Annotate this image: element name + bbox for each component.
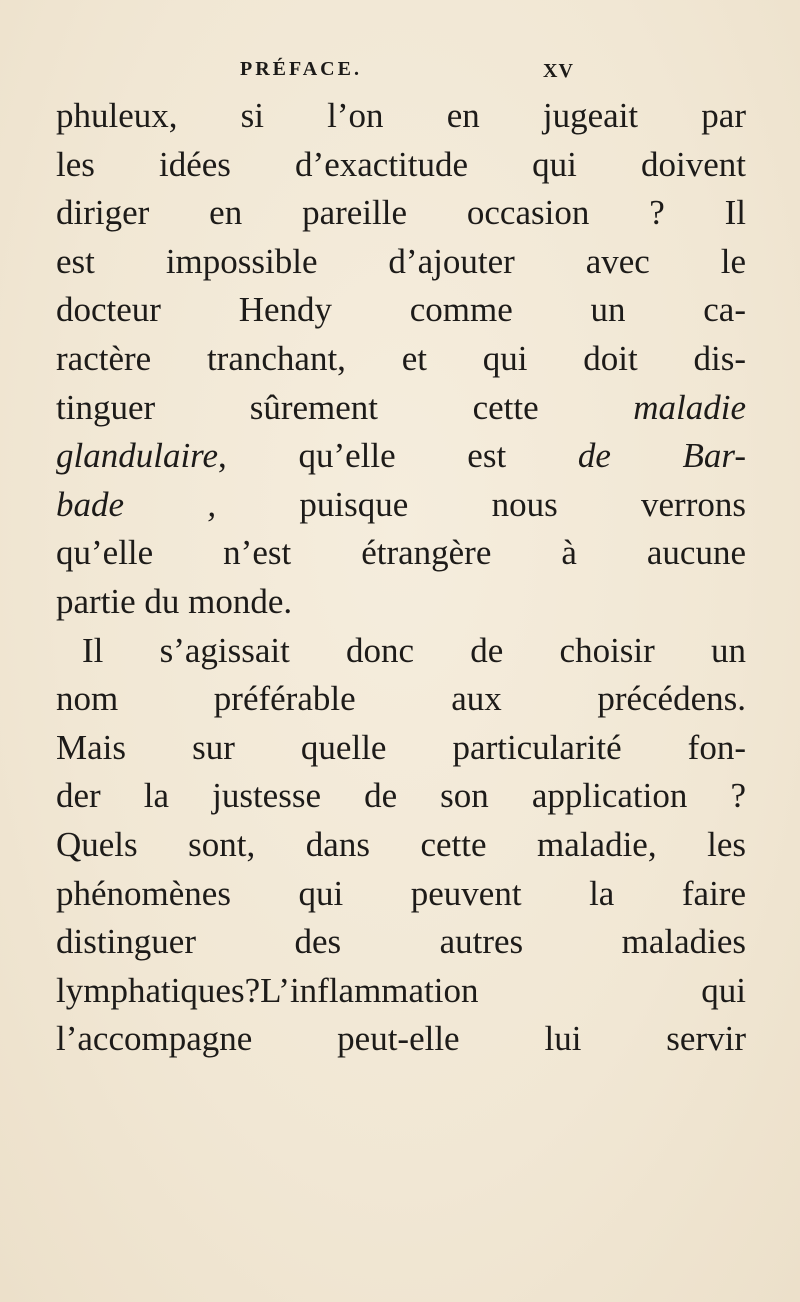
text-line <box>56 724 746 773</box>
text-segment: qu’elle n’est étrangère à aucune <box>56 533 746 573</box>
text-line <box>56 286 746 335</box>
italic-text: maladie <box>633 387 746 427</box>
text-line <box>56 432 746 481</box>
text-line <box>56 675 746 724</box>
text-line <box>56 578 746 627</box>
text-segment: diriger en pareille occasion ? Il <box>56 193 746 233</box>
text-segment: est impossible d’ajouter avec le <box>56 241 746 281</box>
text-segment: Il s’agissait donc de choisir un <box>82 630 746 670</box>
text-line <box>56 141 746 190</box>
text-segment: les idées d’exactitude qui doivent <box>56 144 746 184</box>
text-segment: nom préférable aux précédens. <box>56 679 746 719</box>
text-segment: docteur Hendy comme un ca- <box>56 290 746 330</box>
text-line <box>56 1015 746 1064</box>
text-segment: partie du monde. <box>56 581 293 621</box>
text-segment: , qu’elle est <box>218 436 578 476</box>
text-line <box>56 384 746 433</box>
text-segment: phénomènes qui peuvent la faire <box>56 873 746 913</box>
text-line <box>56 627 746 676</box>
text-line <box>56 481 746 530</box>
italic-text: de Bar- <box>577 436 746 476</box>
page-number: XV <box>543 60 574 82</box>
running-head <box>0 58 800 88</box>
italic-text: glandulaire <box>56 436 219 476</box>
text-segment: lymphatiques?L’inflammation qui <box>56 970 746 1010</box>
text-line <box>56 918 746 967</box>
text-segment: phuleux, si l’on en jugeait par <box>56 96 746 135</box>
text-segment: puisque nous verrons <box>216 484 746 524</box>
text-line <box>56 870 746 919</box>
text-line <box>56 529 746 578</box>
text-line <box>56 335 746 384</box>
text-segment: der la justesse de son application ? <box>56 776 746 816</box>
text-line <box>56 238 746 287</box>
text-line <box>56 189 746 238</box>
text-line <box>56 772 746 821</box>
italic-text: bade , <box>56 484 217 524</box>
text-segment: l’accompagne peut-elle lui servir <box>56 1019 746 1059</box>
running-title: PRÉFACE. <box>240 58 362 80</box>
text-line <box>56 967 746 1016</box>
text-segment: ractère tranchant, et qui doit dis- <box>56 338 746 378</box>
text-line <box>56 92 746 141</box>
text-segment: Quels sont, dans cette maladie, les <box>56 824 746 864</box>
text-segment: distinguer des autres maladies <box>56 922 746 962</box>
text-segment: tinguer sûrement cette <box>56 387 634 427</box>
text-line <box>56 821 746 870</box>
text-segment: Mais sur quelle particularité fon- <box>56 727 746 767</box>
body-text <box>56 92 746 1064</box>
